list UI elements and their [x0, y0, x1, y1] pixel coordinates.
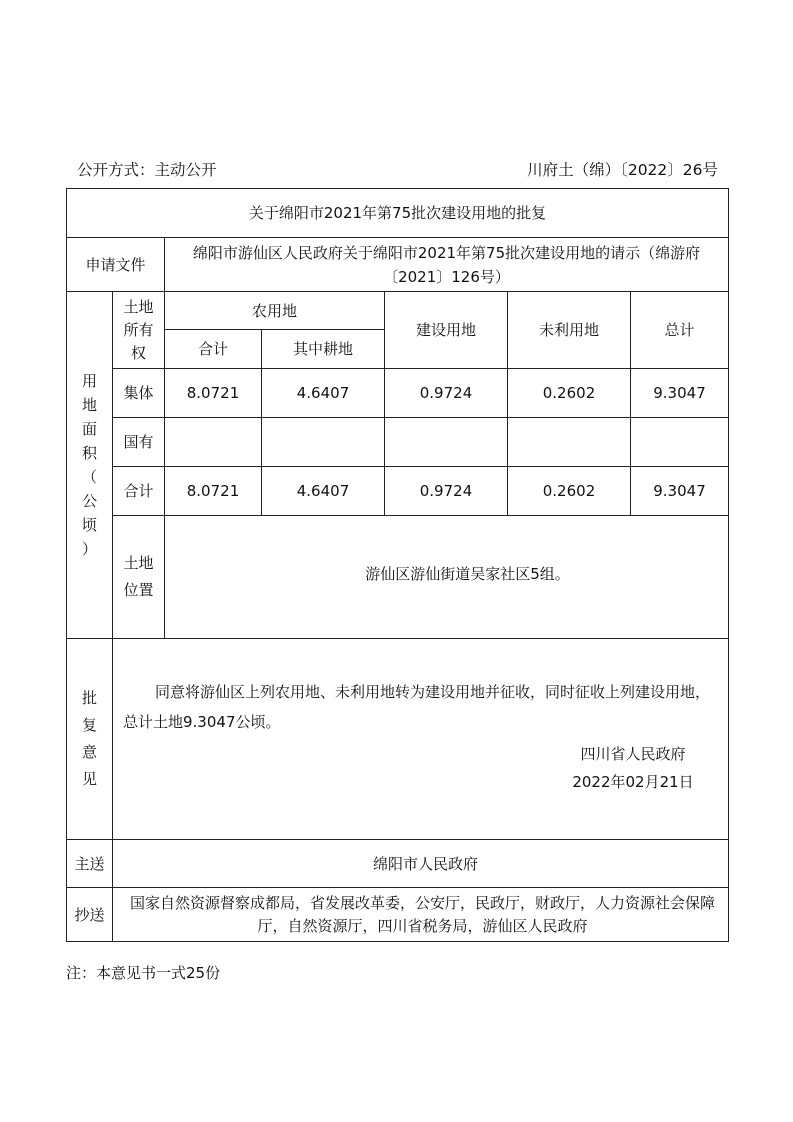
- ownership-header: [113, 292, 165, 369]
- approval-label-char: 复: [81, 716, 97, 734]
- construction-cell: [385, 418, 508, 467]
- ownership-header-line: 权: [130, 343, 146, 362]
- area-label-char: 用: [81, 372, 97, 390]
- agri-total-header: 合计: [165, 330, 262, 369]
- approval-label: [67, 639, 113, 840]
- approval-text: 同意将游仙区上列农用地、未利用地转为建设用地并征收，同时征收上列建设用地，总计土地9.3047公顷。: [123, 683, 711, 731]
- area-label-char: 顷: [81, 516, 97, 534]
- location-label: [113, 516, 165, 639]
- construction-cell: 0.9724: [385, 467, 508, 516]
- construction-header: 建设用地: [385, 292, 508, 369]
- document-title: 关于绵阳市2021年第75批次建设用地的批复: [67, 189, 729, 238]
- unused-cell: 0.2602: [508, 467, 631, 516]
- table-row: [67, 418, 729, 467]
- area-label-char: ）: [81, 540, 97, 558]
- area-label-char: 积: [81, 444, 97, 462]
- arable-cell: 4.6407: [262, 467, 385, 516]
- area-section-label: [67, 292, 113, 639]
- area-label-char: 地: [81, 396, 97, 414]
- ownership-header-line: 所有: [123, 320, 154, 339]
- document-number: 川府土（绵）〔2022〕26号: [527, 161, 718, 179]
- total-header: 总计: [631, 292, 729, 369]
- row-label: 合计: [113, 467, 165, 516]
- ownership-header-line: 土地: [123, 297, 154, 316]
- agri-total-cell: [165, 418, 262, 467]
- location-text: 游仙区游仙街道吴家社区5组。: [165, 516, 729, 639]
- cc-text: 国家自然资源督察成都局，省发展改革委，公安厅，民政厅，财政厅，人力资源社会保障厅，自然资源厅，四川省税务局，游仙区人民政府: [113, 888, 729, 942]
- approval-date: 2022年02月21日: [572, 773, 694, 791]
- construction-cell: 0.9724: [385, 369, 508, 418]
- approval-label-char: 见: [81, 770, 97, 788]
- approval-content: [113, 639, 729, 840]
- row-label: 集体: [113, 369, 165, 418]
- arable-cell: [262, 418, 385, 467]
- approval-table: [66, 188, 729, 942]
- total-cell: [631, 418, 729, 467]
- approval-label-char: 批: [81, 689, 97, 707]
- agri-total-cell: 8.0721: [165, 369, 262, 418]
- total-cell: 9.3047: [631, 467, 729, 516]
- arable-header: 其中耕地: [262, 330, 385, 369]
- unused-cell: [508, 418, 631, 467]
- cc-label: 抄送: [67, 888, 113, 942]
- agri-header: 农用地: [165, 292, 385, 330]
- unused-header: 未利用地: [508, 292, 631, 369]
- table-row: [67, 369, 729, 418]
- disclosure-mode: 公开方式：主动公开: [77, 161, 217, 179]
- main-recipient-label: 主送: [67, 840, 113, 888]
- signer: 四川省人民政府: [580, 745, 686, 763]
- area-label-char: （: [81, 468, 97, 486]
- location-label-line: 土地: [123, 554, 154, 572]
- application-text: 绵阳市游仙区人民政府关于绵阳市2021年第75批次建设用地的请示（绵游府〔2021〕126号）: [165, 238, 729, 292]
- unused-cell: 0.2602: [508, 369, 631, 418]
- area-label-char: 面: [81, 420, 97, 438]
- total-cell: 9.3047: [631, 369, 729, 418]
- application-label: 申请文件: [67, 238, 165, 292]
- main-recipient-text: 绵阳市人民政府: [113, 840, 729, 888]
- approval-label-char: 意: [81, 743, 97, 761]
- area-label-char: 公: [81, 492, 97, 510]
- table-row: [67, 467, 729, 516]
- agri-total-cell: 8.0721: [165, 467, 262, 516]
- row-label: 国有: [113, 418, 165, 467]
- copies-note: 注：本意见书一式25份: [66, 964, 221, 982]
- arable-cell: 4.6407: [262, 369, 385, 418]
- location-label-line: 位置: [123, 581, 154, 599]
